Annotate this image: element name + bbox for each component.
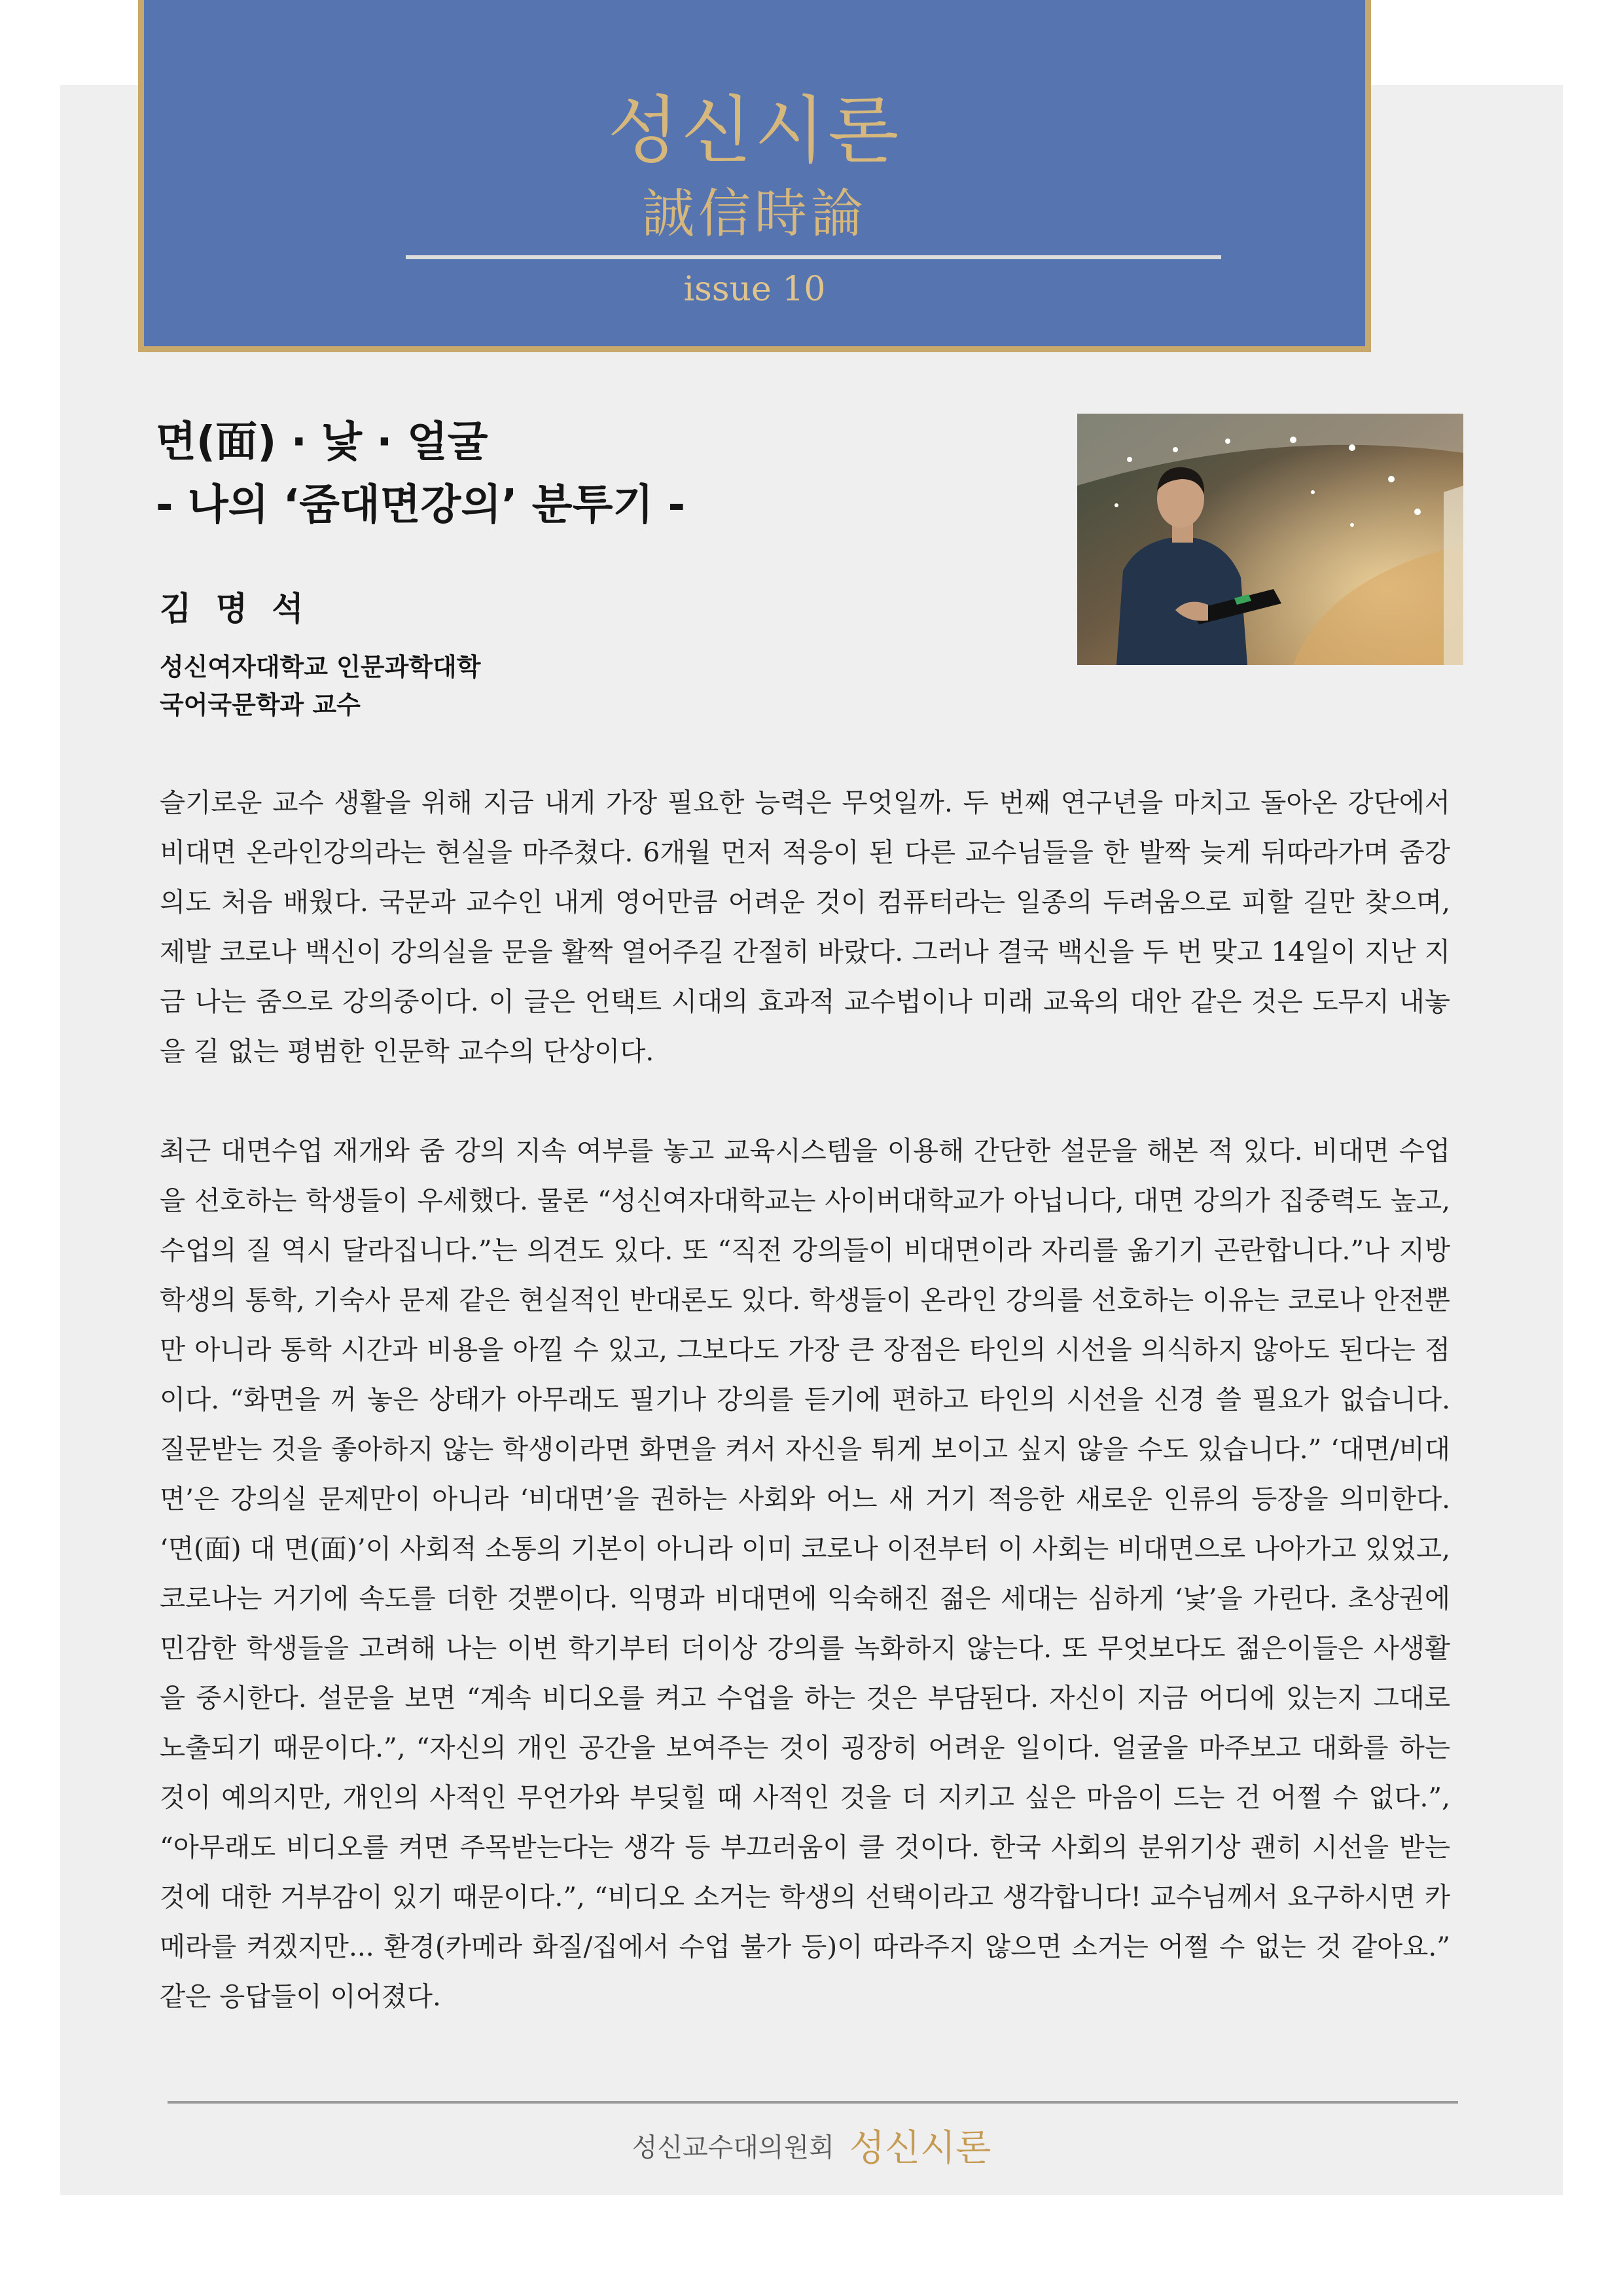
article-body (160, 778, 1450, 2021)
footer-brand: 성신시론 (849, 2127, 991, 2170)
author-photo (1077, 414, 1463, 665)
masthead-divider (406, 255, 1221, 259)
author-affiliation-college: 성신여자대학교 인문과학대학 (160, 653, 481, 681)
magazine-title-hanja: 誠信時論 (642, 183, 867, 244)
body-paragraph: 최근 대면수업 재개와 줌 강의 지속 여부를 놓고 교육시스템을 이용해 간단한 설문을 해본 적 있다. 비대면 수업을 선호하는 학생들이 우세했다. 물론 “성신여자대학교는 사이버대학교가 아닙니다, 대면 강의가 집중력도 높고, 수업의 질 역시 달라집니다.”는 의견도 있다. 또 “직전 강의들이 비대면이라 자리를 옮기기 곤란합니다.”나 지방 학생의 통학, 기숙사 문제 같은 현실적인 반대론도 있다. 학생들이 온라인 강의를 선호하는 이유는 코로나 안전뿐만 아니라 통학 시간과 비용을 아낄 수 있고, 그보다도 가장 큰 장점은 타인의 시선을 의식하지 않아도 된다는 점이다. “화면을 꺼 놓은 상태가 아무래도 필기나 강의를 듣기에 편하고 타인의 시선을 신경 쓸 필요가 없습니다. 질문받는 것을 좋아하지 않는 학생이라면 화면을 켜서 자신을 튀게 보이고 싶지 않을 수도 있습니다.” ‘대면/비대면’은 강의실 문제만이 아니라 ‘비대면’을 권하는 사회와 어느 새 거기 적응한 새로운 인류의 등장을 의미한다. ‘면(面) 대 면(面)’이 사회적 소통의 기본이 아니라 이미 코로나 이전부터 이 사회는 비대면으로 나아가고 있었고, 코로나는 거기에 속도를 더한 것뿐이다. 익명과 비대면에 익숙해진 젊은 세대는 심하게 ‘낯’을 가린다. 초상권에 민감한 학생들을 고려해 나는 이번 학기부터 더이상 강의를 녹화하지 않는다. 또 무엇보다도 젊은이들은 사생활을 중시한다. 설문을 보면 “계속 비디오를 켜고 수업을 하는 것은 부담된다. 자신이 지금 어디에 있는지 그대로 노출되기 때문이다.”, “자신의 개인 공간을 보여주는 것이 굉장히 어려운 일이다. 얼굴을 마주보고 대화를 하는 것이 예의지만, 개인의 사적인 무언가와 부딪힐 때 사적인 것을 더 지키고 싶은 마음이 드는 건 어쩔 수 없다.”, “아무래도 비디오를 켜면 주목받는다는 생각 등 부끄러움이 클 것이다. 한국 사회의 분위기상 괜히 시선을 받는 것에 대한 거부감이 있기 때문이다.”, “비디오 소거는 학생의 선택이라고 생각합니다! 교수님께서 요구하시면 카메라를 켜겠지만... 환경(카메라 화질/집에서 수업 불가 등)이 따라주지 않으면 소거는 어쩔 수 없는 것 같아요.” 같은 응답들이 이어졌다. (160, 1135, 1450, 2012)
footer-organization: 성신교수대의원회 (632, 2132, 834, 2163)
author-affiliation-department: 국어국문학과 교수 (160, 691, 361, 719)
article-title-line2: - 나의 ‘줌대면강의’ 분투기 - (156, 481, 686, 529)
author-name: 김 명 석 (160, 590, 310, 628)
masthead (138, 0, 1371, 352)
footer-divider (168, 2101, 1458, 2104)
magazine-title: 성신시론 (607, 88, 902, 173)
author-block (160, 583, 480, 724)
author-photo-illustration (1077, 414, 1463, 665)
article-title-line1: 면(面) · 낯 · 얼굴 (156, 418, 488, 467)
footer (0, 2119, 1623, 2172)
article-title (156, 411, 685, 537)
body-paragraph: 슬기로운 교수 생활을 위해 지금 내게 가장 필요한 능력은 무엇일까. 두 번째 연구년을 마치고 돌아온 강단에서 비대면 온라인강의라는 현실을 마주쳤다. 6개월 먼저 적응이 된 다른 교수님들을 한 발짝 늦게 뒤따라가며 줌강의도 처음 배웠다. 국문과 교수인 내게 영어만큼 어려운 것이 컴퓨터라는 일종의 두려움으로 피할 길만 찾으며, 제발 코로나 백신이 강의실을 문을 활짝 열어주길 간절히 바랐다. 그러나 결국 백신을 두 번 맞고 14일이 지난 지금 나는 줌으로 강의중이다. 이 글은 언택트 시대의 효과적 교수법이나 미래 교육의 대안 같은 것은 도무지 내놓을 길 없는 평범한 인문학 교수의 단상이다. (160, 787, 1450, 1067)
issue-number: issue 10 (683, 270, 826, 309)
